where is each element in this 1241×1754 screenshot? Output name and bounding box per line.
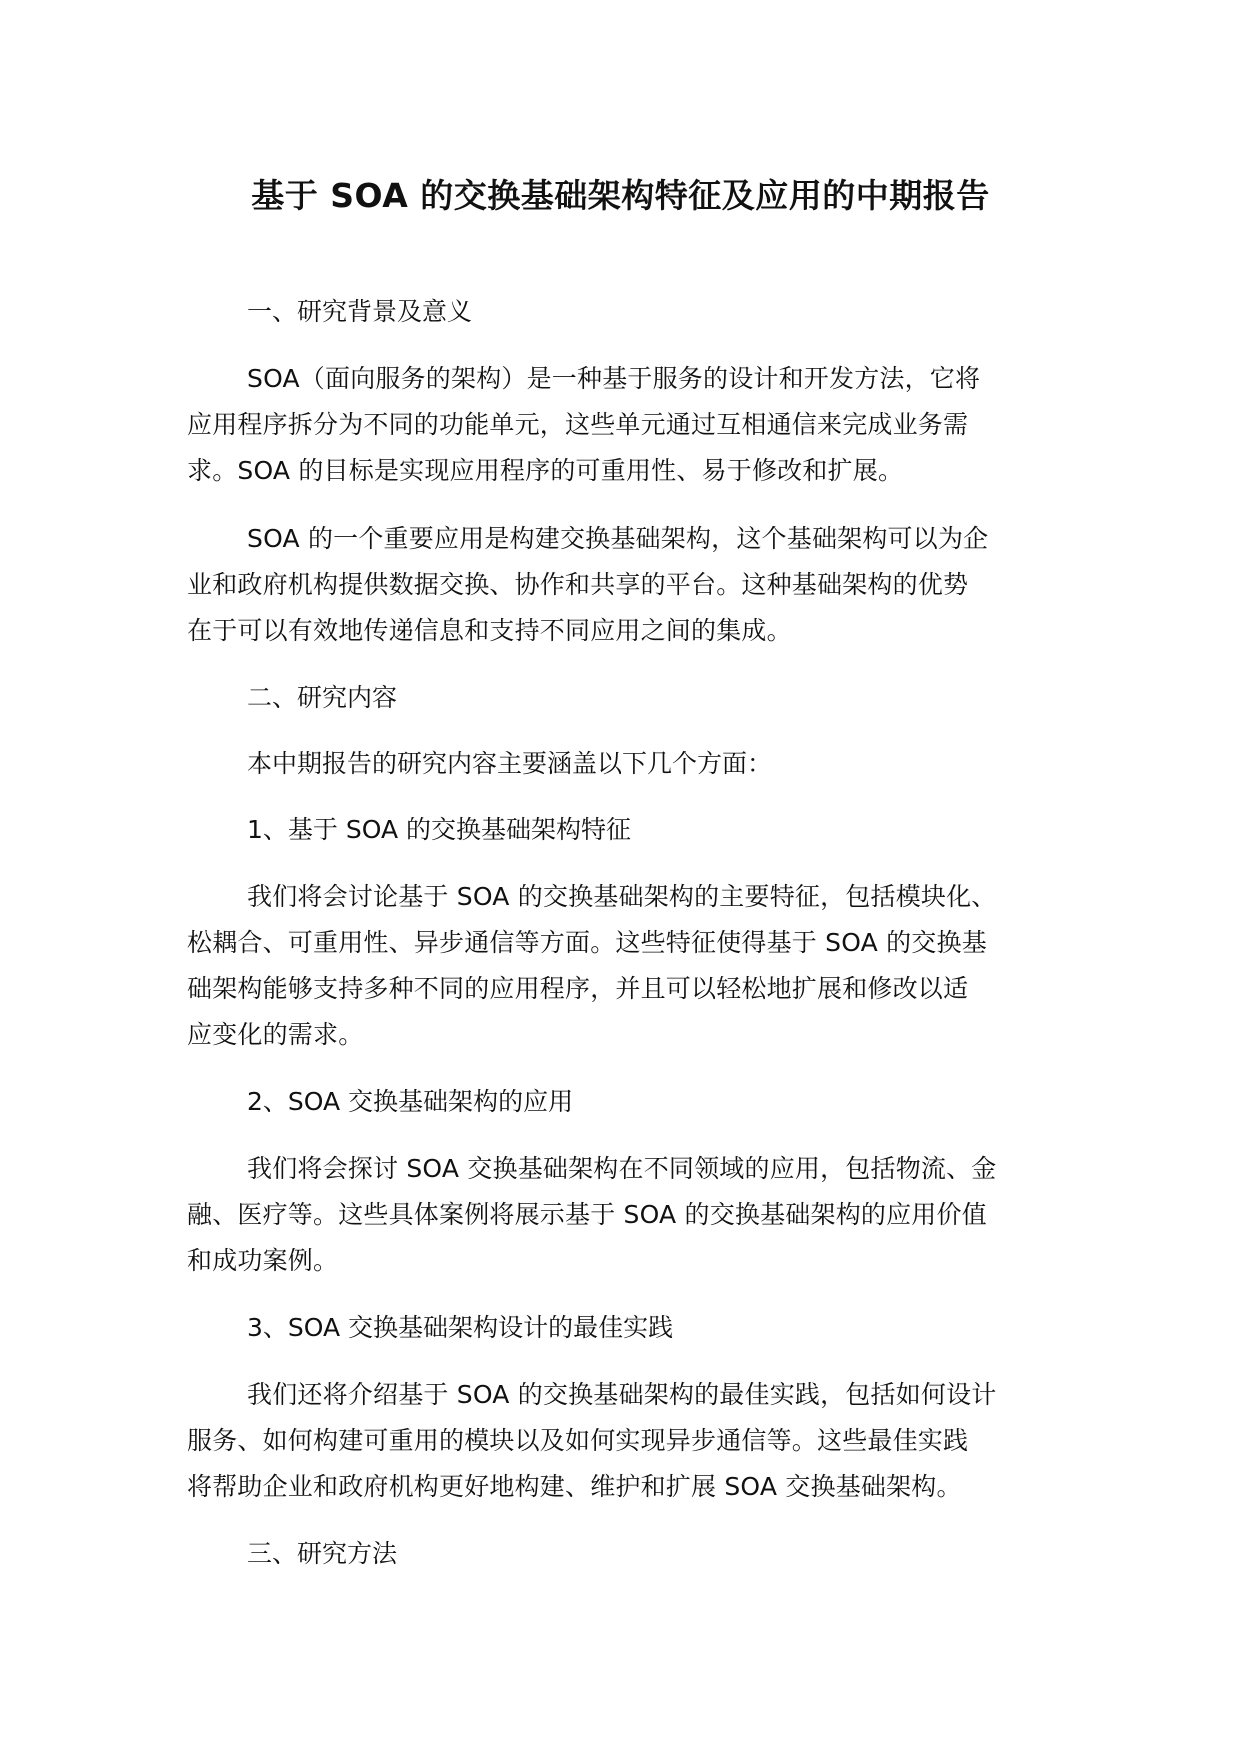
paragraph-line: 在于可以有效地传递信息和支持不同应用之间的集成。 bbox=[187, 616, 792, 645]
paragraph-features bbox=[187, 874, 1042, 1058]
paragraph-line: 业和政府机构提供数据交换、协作和共享的平台。这种基础架构的优势 bbox=[187, 570, 969, 599]
subheading-applications: 2、SOA 交换基础架构的应用 bbox=[247, 1087, 574, 1116]
paragraph-line: 我们还将介绍基于 SOA 的交换基础架构的最佳实践，包括如何设计 bbox=[247, 1380, 997, 1409]
subheading-features: 1、基于 SOA 的交换基础架构特征 bbox=[247, 815, 632, 844]
paragraph-line: 服务、如何构建可重用的模块以及如何实现异步通信等。这些最佳实践 bbox=[187, 1426, 969, 1455]
section-heading-content: 二、研究内容 bbox=[247, 683, 398, 712]
paragraph-line: 求。SOA 的目标是实现应用程序的可重用性、易于修改和扩展。 bbox=[187, 456, 904, 485]
paragraph-soa-definition bbox=[187, 356, 1042, 494]
document-body bbox=[187, 290, 1042, 1576]
section-heading-methods: 三、研究方法 bbox=[247, 1539, 398, 1568]
paragraph-line: 我们将会讨论基于 SOA 的交换基础架构的主要特征，包括模块化、 bbox=[247, 882, 997, 911]
paragraph-line: SOA 的一个重要应用是构建交换基础架构，这个基础架构可以为企 bbox=[247, 524, 989, 553]
content-intro: 本中期报告的研究内容主要涵盖以下几个方面： bbox=[247, 749, 773, 778]
paragraph-line: 我们将会探讨 SOA 交换基础架构在不同领域的应用，包括物流、金 bbox=[247, 1154, 997, 1183]
paragraph-applications bbox=[187, 1146, 1042, 1284]
paragraph-line: SOA（面向服务的架构）是一种基于服务的设计和开发方法，它将 bbox=[247, 364, 981, 393]
document-title: 基于 SOA 的交换基础架构特征及应用的中期报告 bbox=[251, 176, 990, 215]
paragraph-line: 础架构能够支持多种不同的应用程序，并且可以轻松地扩展和修改以适 bbox=[187, 974, 969, 1003]
section-heading-background: 一、研究背景及意义 bbox=[247, 297, 473, 326]
paragraph-line: 将帮助企业和政府机构更好地构建、维护和扩展 SOA 交换基础架构。 bbox=[187, 1472, 962, 1501]
paragraph-exchange-infrastructure bbox=[187, 516, 1042, 654]
paragraph-line: 融、医疗等。这些具体案例将展示基于 SOA 的交换基础架构的应用价值 bbox=[187, 1200, 987, 1229]
subheading-best-practices: 3、SOA 交换基础架构设计的最佳实践 bbox=[247, 1313, 674, 1342]
paragraph-line: 松耦合、可重用性、异步通信等方面。这些特征使得基于 SOA 的交换基 bbox=[187, 928, 987, 957]
paragraph-line: 和成功案例。 bbox=[187, 1246, 339, 1275]
paragraph-line: 应变化的需求。 bbox=[187, 1020, 364, 1049]
paragraph-line: 应用程序拆分为不同的功能单元，这些单元通过互相通信来完成业务需 bbox=[187, 410, 969, 439]
paragraph-best-practices bbox=[187, 1372, 1042, 1510]
